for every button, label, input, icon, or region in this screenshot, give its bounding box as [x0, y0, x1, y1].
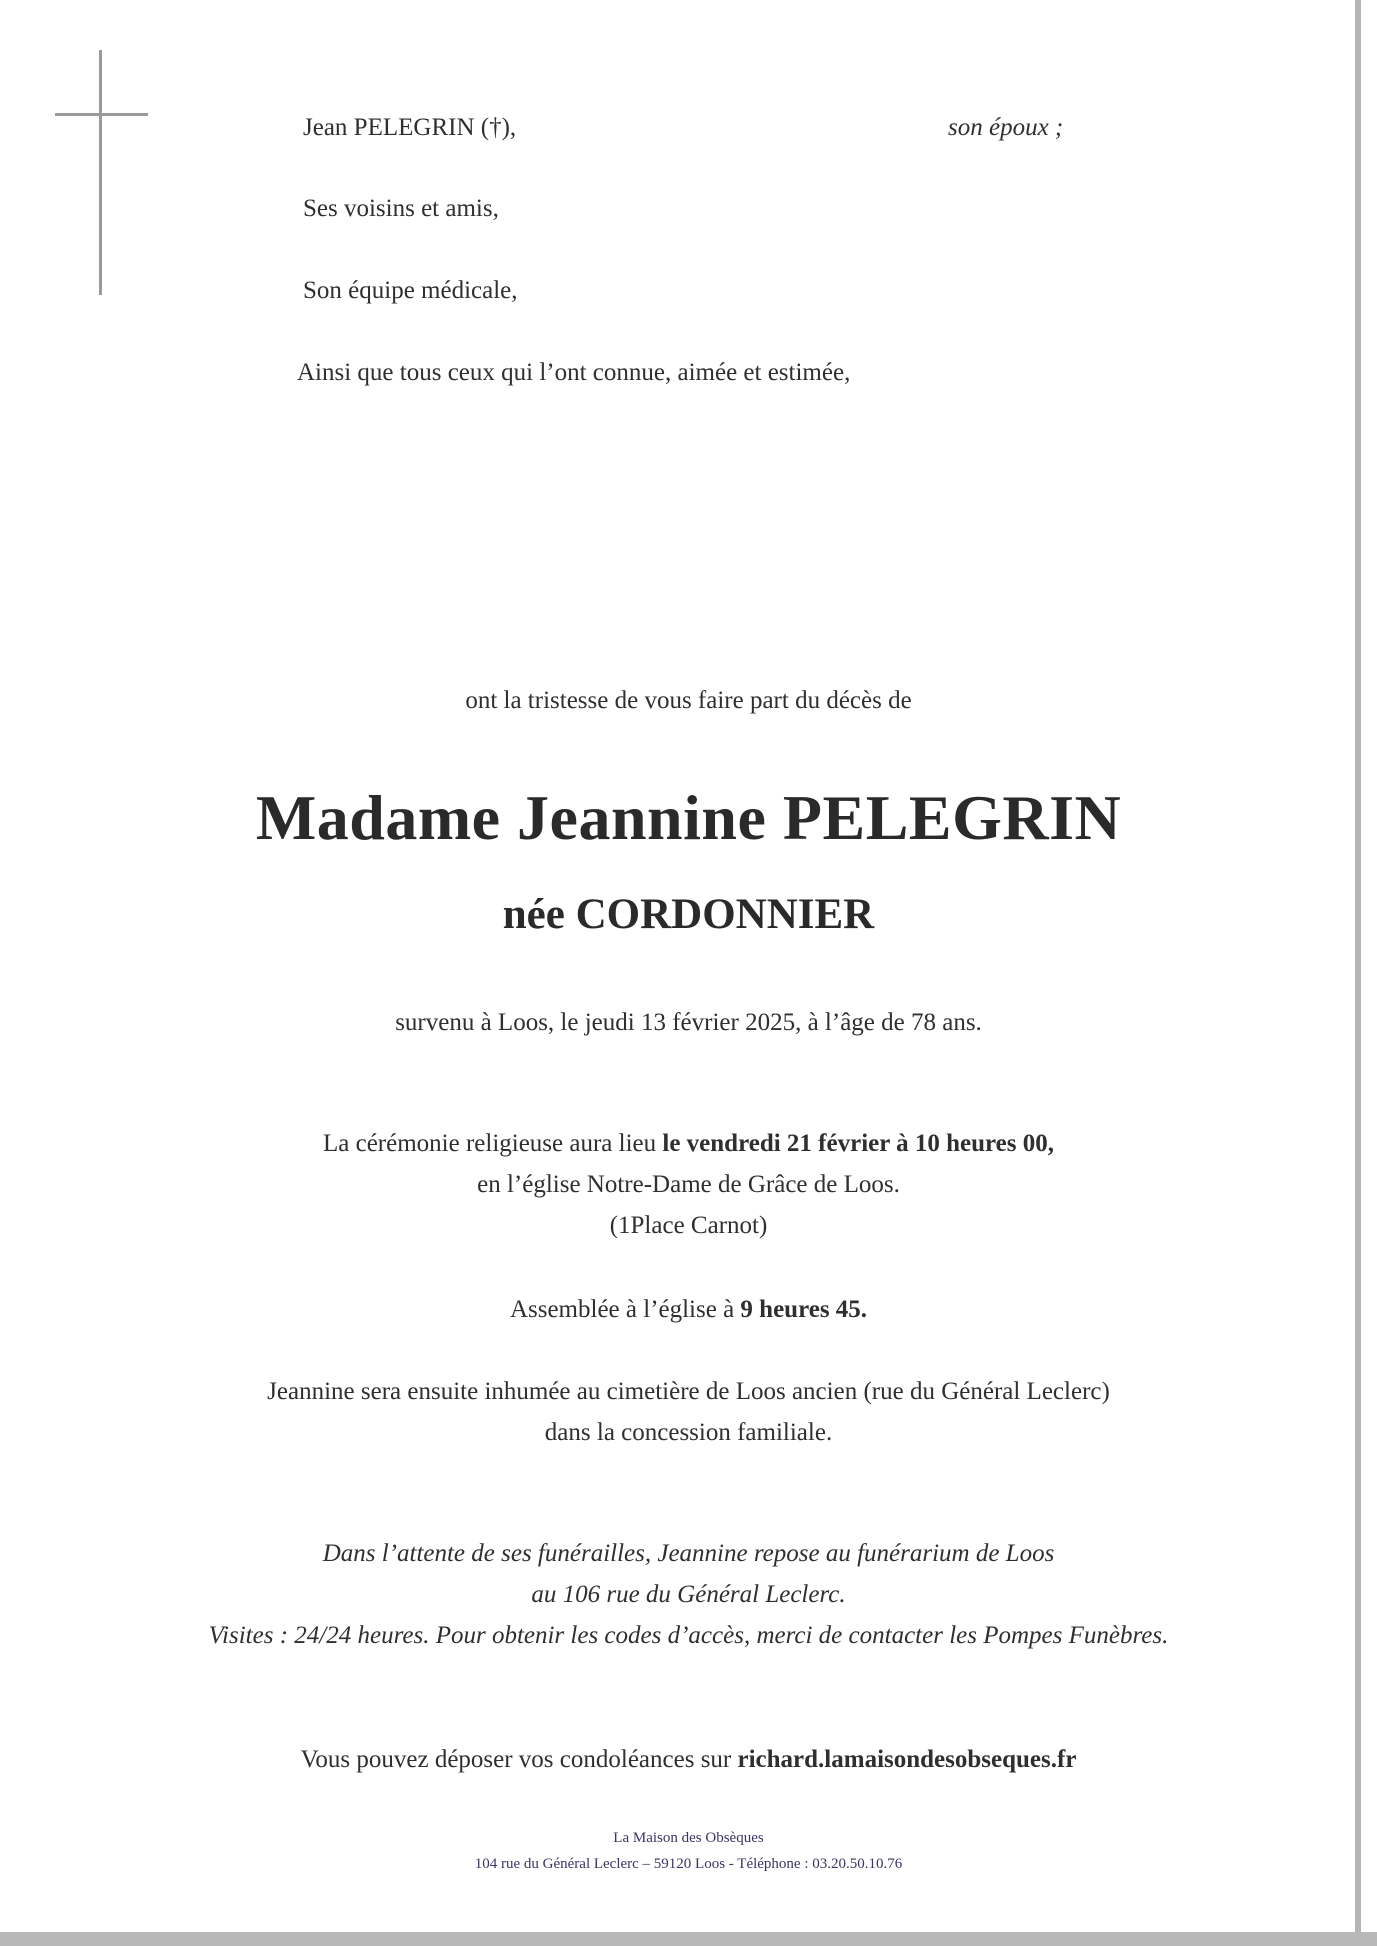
announcement-text: ont la tristesse de vous faire part du décès de	[465, 687, 912, 714]
ceremony-intro: La cérémonie religieuse aura lieu	[322, 1130, 663, 1157]
ceremony-line-1	[0, 1131, 1377, 1156]
ceremony-church: en l’église Notre-Dame de Grâce de Loos.	[477, 1171, 900, 1198]
ceremony-date-time: le vendredi 21 février à 10 heures 00,	[662, 1130, 1055, 1157]
family-member-name: Ainsi que tous ceux qui l’ont connue, aimée et estimée,	[297, 359, 851, 386]
burial-line-2: dans la concession familiale.	[544, 1419, 833, 1446]
cross-horizontal-bar	[55, 113, 148, 116]
burial-line-1: Jeannine sera ensuite inhumée au cimetière de Loos ancien (rue du Général Leclerc)	[267, 1378, 1110, 1405]
ceremony-address: (1Place Carnot)	[609, 1212, 768, 1239]
scan-border-right	[1355, 0, 1361, 1946]
condolences-info	[0, 1747, 1377, 1772]
assembly-info	[0, 1297, 1377, 1322]
footer-address: 104 rue du Général Leclerc – 59120 Loos - Téléphone : 03.20.50.10.76	[474, 1856, 903, 1872]
condolences-website-link[interactable]: richard.lamaisondesobseques.fr	[737, 1746, 1077, 1773]
footer-company: La Maison des Obsèques	[613, 1830, 764, 1846]
condolences-intro: Vous pouvez déposer vos condoléances sur	[300, 1746, 738, 1773]
death-details: survenu à Loos, le jeudi 13 février 2025, à l’âge de 78 ans.	[395, 1009, 982, 1036]
assembly-intro: Assemblée à l’église à	[509, 1296, 741, 1323]
deceased-maiden-name: née CORDONNIER	[502, 891, 875, 938]
cross-vertical-bar	[99, 50, 102, 295]
visitation-line-2: au 106 rue du Général Leclerc.	[531, 1581, 846, 1608]
deceased-name: Madame Jeannine PELEGRIN	[255, 782, 1122, 853]
assembly-time: 9 heures 45.	[740, 1296, 868, 1323]
family-member-name: Jean PELEGRIN (†),	[303, 114, 517, 141]
scan-border-bottom	[0, 1932, 1377, 1946]
family-member-relation: son époux ;	[948, 114, 1064, 141]
family-member-name: Ses voisins et amis,	[303, 195, 499, 222]
family-member-name: Son équipe médicale,	[303, 277, 518, 304]
visitation-line-1: Dans l’attente de ses funérailles, Jeannine repose au funérarium de Loos	[322, 1540, 1055, 1567]
visitation-line-3: Visites : 24/24 heures. Pour obtenir les codes d’accès, merci de contacter les Pompes Funèbres.	[208, 1622, 1169, 1649]
